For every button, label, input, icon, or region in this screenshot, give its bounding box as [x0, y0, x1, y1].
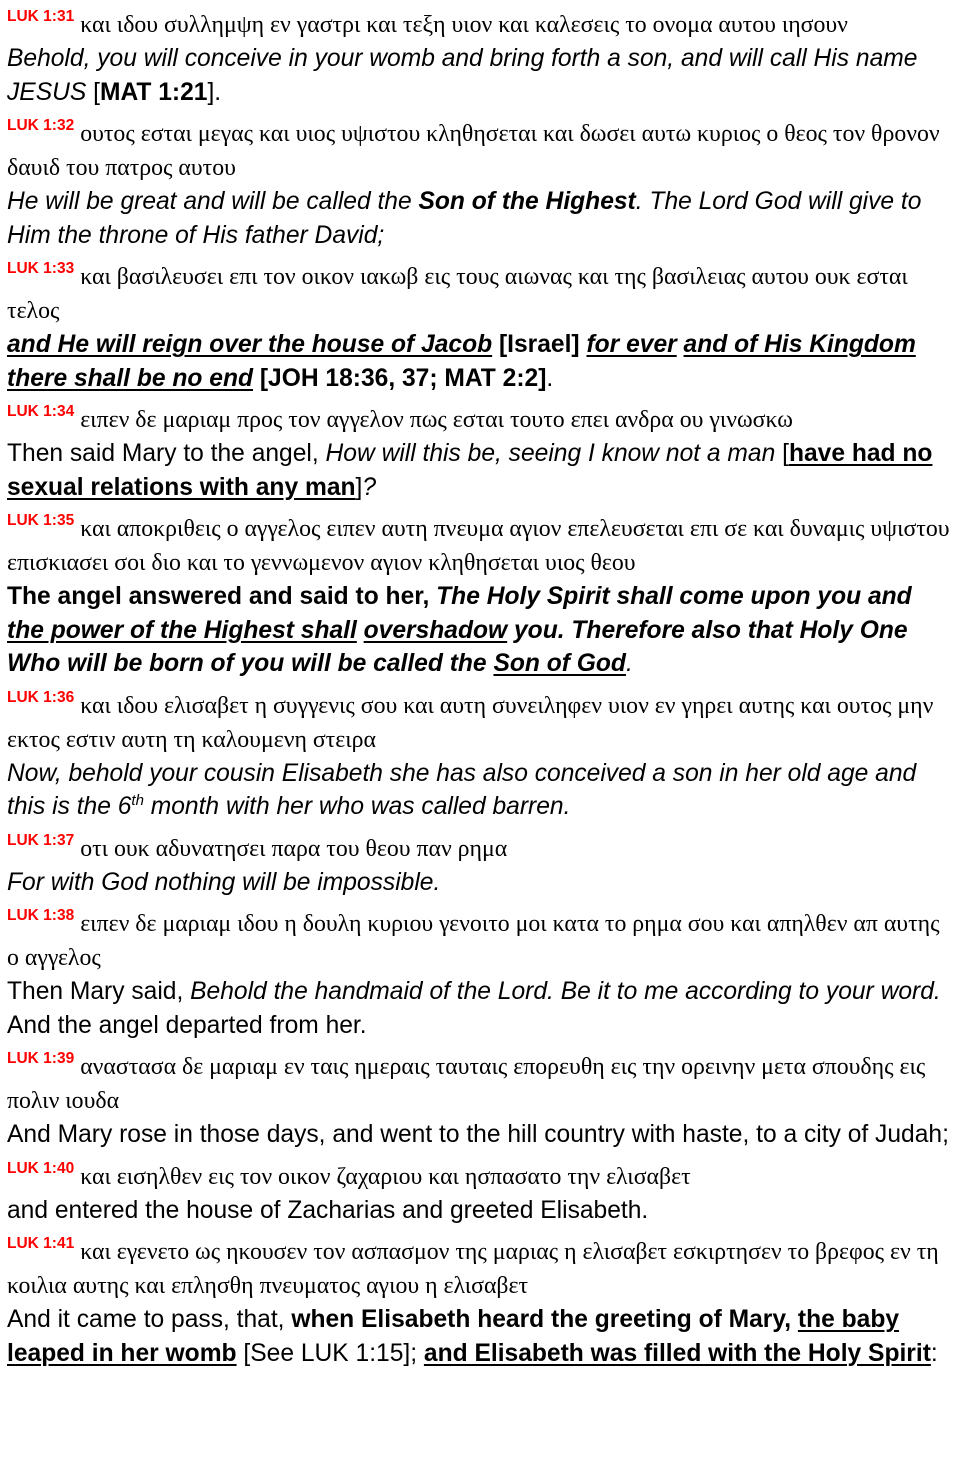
english-segment: [357, 617, 364, 644]
greek-text: [7, 252, 954, 328]
verse-block: [7, 252, 954, 395]
greek-text: [7, 395, 954, 437]
verse-block: [7, 824, 954, 900]
english-segment: .: [546, 364, 554, 392]
english-segment: [677, 331, 684, 358]
english-segment: overshadow: [363, 616, 508, 644]
english-segment: Son of God: [493, 650, 626, 677]
greek-text: [7, 1152, 954, 1194]
english-segment: And the angel departed from her.: [7, 1011, 367, 1039]
english-segment: :: [930, 1339, 938, 1367]
greek-text: [7, 1042, 954, 1118]
greek-text: [7, 504, 954, 580]
english-translation: [7, 975, 954, 1042]
english-segment: have had no sexual relations with any man: [7, 440, 933, 501]
english-translation: [7, 42, 954, 109]
verse-reference: LUK 1:34: [7, 403, 75, 420]
english-translation: [7, 757, 954, 824]
english-segment: MAT 1:21: [99, 78, 208, 106]
greek-text: [7, 109, 954, 185]
english-translation: [7, 866, 954, 900]
verse-reference: LUK 1:35: [7, 512, 75, 529]
english-segment: For with God nothing will be impossible.: [7, 868, 441, 896]
greek-verse-text: και αποκριθεις ο αγγελος ειπεν αυτη πνευμα αγιον επελευσεται επι σε και δυναμις υψιστου επισκιασει σοι διο και το γεννωμενον αγιον κληθησεται υιος θεου: [7, 516, 950, 576]
english-segment: .: [625, 650, 633, 677]
verse-reference: LUK 1:40: [7, 1159, 75, 1177]
verse-reference: LUK 1:36: [7, 688, 75, 706]
greek-verse-text: ουτος εσται μεγας και υιος υψιστου κληθησεται και δωσει αυτω κυριος ο θεος τον θρονον δαυιδ του πατρος αυτου: [7, 121, 940, 181]
greek-text: [7, 681, 954, 757]
english-segment: and Elisabeth was filled with the Holy Spirit: [423, 1339, 931, 1367]
english-segment: ?: [362, 473, 377, 501]
english-segment: And Mary rose in those days, and went to the hill country with haste, to a city of Judah;: [7, 1121, 949, 1148]
verse-block: [7, 1152, 954, 1228]
english-translation: [7, 328, 954, 395]
english-segment: [Israel]: [492, 331, 587, 358]
verse-block: [7, 899, 954, 1042]
greek-verse-text: και ιδου ελισαβετ η συγγενις σου και αυτη συνειληφεν υιον εν γηρει αυτης και ουτος μην εκτος εστιν αυτη τη καλουμενη στειρα: [7, 692, 934, 753]
english-segment: Behold the handmaid of the Lord. Be it to me according to your word.: [190, 978, 941, 1005]
english-segment: [: [775, 440, 789, 467]
english-segment: and He will reign over the house of Jacob: [7, 331, 493, 358]
english-translation: [7, 1194, 954, 1228]
english-segment: you. Therefore also that Holy One Who will be born of you will be called the: [7, 616, 908, 677]
greek-text: [7, 1227, 954, 1303]
verse-block: [7, 1227, 954, 1370]
verse-block: [7, 504, 954, 681]
greek-verse-text: και εγενετο ως ηκουσεν τον ασπασμον της μαριας η ελισαβετ εσκιρτησεν το βρεφος εν τη κοιλια αυτης και επλησθη πνευματος αγιου η ελισαβετ: [7, 1239, 939, 1299]
verse-block: [7, 681, 954, 824]
english-segment: Now, behold your cousin Elisabeth she has also conceived a son in her old age and this is the 6: [7, 759, 917, 820]
verse-block: [7, 1042, 954, 1152]
greek-verse-text: ειπεν δε μαριαμ ιδου η δουλη κυριου γενοιτο μοι κατα το ρημα σου και απηλθεν απ αυτης ο αγγελος: [7, 911, 940, 971]
english-segment: ].: [207, 78, 222, 106]
english-segment: and of His Kingdom there shall be no end: [7, 331, 916, 392]
english-segment: and entered the house of Zacharias and greeted Elisabeth.: [7, 1196, 649, 1224]
english-segment: . The Lord God will give to Him the throne of His father David;: [7, 188, 922, 249]
english-segment: Then Mary said,: [7, 978, 191, 1005]
english-segment: And it came to pass, that,: [7, 1306, 292, 1333]
english-segment: Behold, you will conceive in your womb and bring forth a son, and will call His name JESUS: [7, 45, 918, 106]
english-segment: [: [86, 78, 100, 106]
greek-verse-text: οτι ουκ αδυνατησει παρα του θεου παν ρημα: [80, 835, 508, 862]
greek-text: [7, 899, 954, 975]
english-segment: for ever: [586, 331, 677, 358]
verse-reference: LUK 1:31: [7, 8, 75, 25]
verse-reference: LUK 1:32: [7, 117, 75, 134]
verse-reference: LUK 1:38: [7, 907, 75, 924]
english-translation: [7, 1118, 954, 1152]
english-segment: Then said Mary to the angel,: [7, 440, 326, 467]
english-translation: [7, 185, 954, 252]
english-segment: Son of the Highest: [418, 188, 636, 215]
verse-reference: LUK 1:33: [7, 260, 75, 277]
english-segment: He will be great and will be called the: [7, 188, 419, 215]
verse-reference: LUK 1:41: [7, 1235, 75, 1252]
verse-block: [7, 109, 954, 252]
verse-block: [7, 395, 954, 504]
english-translation: [7, 580, 954, 681]
verse-reference: LUK 1:37: [7, 831, 75, 849]
english-translation: [7, 437, 954, 504]
greek-verse-text: ειπεν δε μαριαμ προς τον αγγελον πως εσται τουτο επει ανδρα ου γινωσκω: [80, 407, 793, 433]
greek-verse-text: και εισηλθεν εις τον οικον ζαχαριου και ησπασατο την ελισαβετ: [80, 1163, 691, 1190]
english-segment: ]: [355, 473, 363, 501]
english-segment: the power of the Highest shall: [7, 616, 357, 644]
greek-verse-text: και ιδου συλλημψη εν γαστρι και τεξη υιον και καλεσεις το ονομα αυτου ιησουν: [80, 12, 848, 38]
verse-reference: LUK 1:39: [7, 1050, 75, 1067]
english-segment: month with her who was called barren.: [143, 793, 571, 820]
english-segment: th: [131, 791, 144, 809]
english-segment: the baby leaped in her womb: [7, 1306, 900, 1367]
english-segment: The Holy Spirit shall come upon you and: [436, 583, 912, 610]
greek-text: [7, 824, 954, 866]
verse-block: [7, 0, 954, 109]
english-segment: [JOH 18:36, 37; MAT 2:2]: [253, 364, 547, 392]
english-segment: The angel answered and said to her,: [7, 583, 437, 610]
english-translation: [7, 1303, 954, 1370]
english-segment: [See LUK 1:15];: [236, 1339, 424, 1367]
greek-text: [7, 0, 954, 42]
english-segment: when Elisabeth heard the greeting of Mary,: [291, 1306, 798, 1333]
greek-verse-text: αναστασα δε μαριαμ εν ταις ημεραις ταυταις επορευθη εις την ορεινην μετα σπουδης εις πολιν ιουδα: [7, 1054, 926, 1114]
greek-verse-text: και βασιλευσει επι τον οικον ιακωβ εις τους αιωνας και της βασιλειας αυτου ουκ εσται τελος: [7, 264, 908, 324]
english-segment: How will this be, seeing I know not a man: [325, 440, 776, 467]
